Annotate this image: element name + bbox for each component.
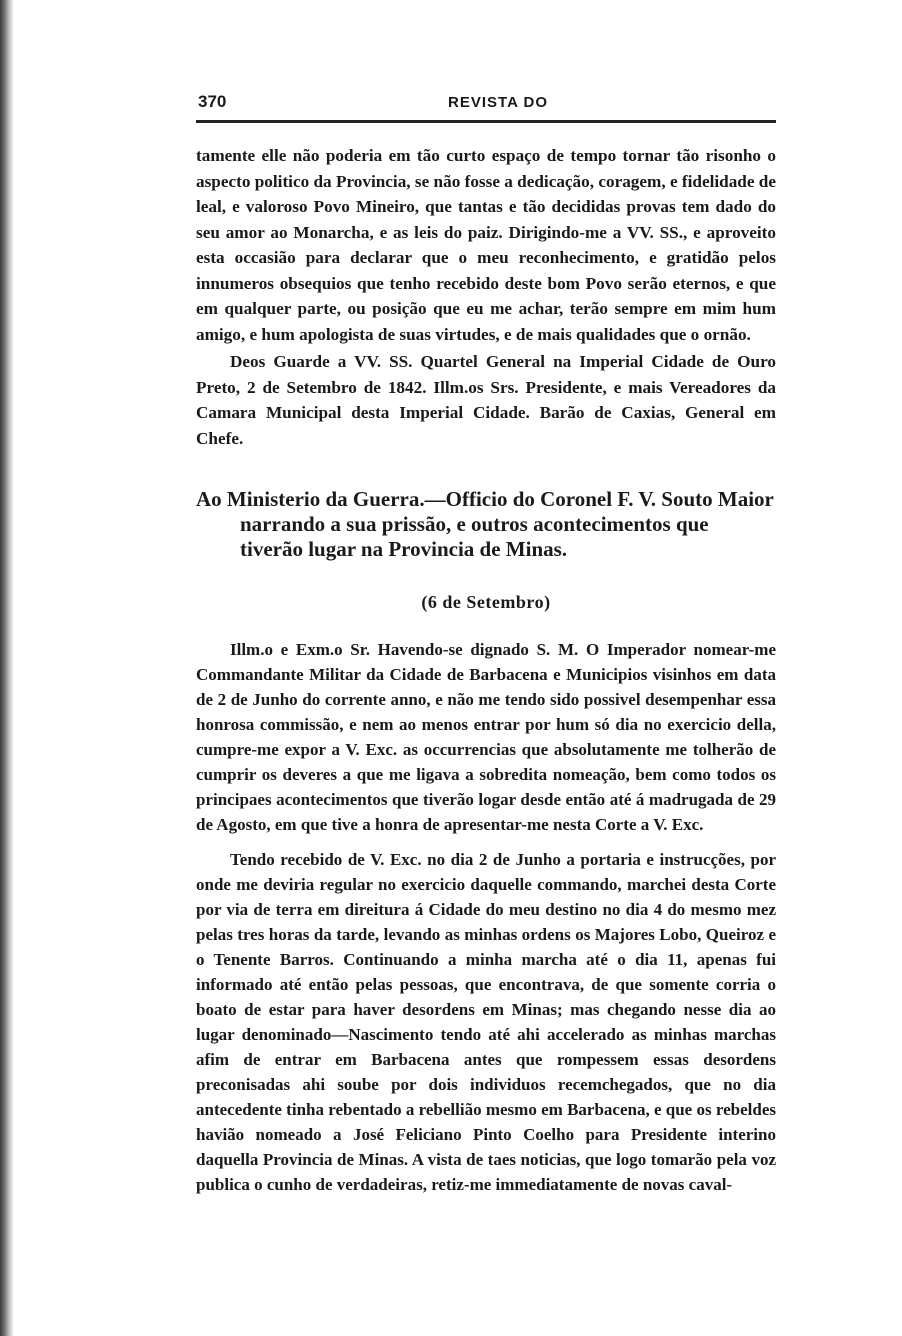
section-date: (6 de Setembro) (421, 592, 551, 612)
scan-edge-shadow (0, 0, 14, 1336)
continuation-paragraph: tamente elle não poderia em tão curto espaço de tempo tornar tão risonho o aspecto politico da Provincia, se não fosse a dedicação, coragem, e fidelidade de leal, e valoroso Povo Mineiro, que tantas e tão decididas provas tem dado do seu amor ao Monarcha, e as leis do paiz. Dirigindo-me a VV. SS., e aproveito esta occasião para declarar que o meu reconhecimento, e gratidão pelos innumeros obsequios que tenho recebido deste bom Povo serão eternos, e que em qualquer parte, ou posição que eu me achar, terão sempre em mim hum amigo, e hum apologista de suas virtudes, e de mais qualidades que o ornão. (196, 146, 776, 344)
letter-paragraph: Illm.o e Exm.o Sr. Havendo-se dignado S. M. O Imperador nomear-me Commandante Militar da Cidade de Barbacena e Municipios visinhos em data de 2 de Junho do corrente anno, e não me tendo sido possivel desempenhar essa honrosa commissão, e nem ao menos entrar por hum só dia no exercicio della, cumpre-me expor a V. Exc. as occurrencias que absolutamente me tolherão de cumprir os deveres a que me ligava a sobredita nomeação, bem como todos os principaes acontecimentos que tiverão logar desde então até á madrugada de 29 de Agosto, em que tive a honra de apresentar-me nesta Corte a V. Exc. (196, 640, 776, 834)
book-page (196, 92, 776, 1197)
section-heading: Ao Ministerio da Guerra.—Officio do Coronel F. V. Souto Maior narrando a sua prissão, e outros acontecimentos que tiverão lugar na Provincia de Minas. (196, 487, 774, 561)
running-title: REVISTA DO (448, 94, 549, 111)
header-rule (196, 120, 776, 123)
page-header (196, 92, 776, 114)
letter-body (196, 637, 776, 1197)
page-number: 370 (198, 92, 227, 111)
closing-paragraph: Deos Guarde a VV. SS. Quartel General na Imperial Cidade de Ouro Preto, 2 de Setembro de 1842. Illm.os Srs. Presidente, e mais Vereadores da Camara Municipal desta Imperial Cidade. Barão de Caxias, General em Chefe. (196, 352, 776, 448)
letter-paragraph: Tendo recebido de V. Exc. no dia 2 de Junho a portaria e instrucções, por onde me deviria regular no exercicio daquelle commando, marchei desta Corte por via de terra em direitura á Cidade do meu destino no dia 4 do mesmo mez pelas tres horas da tarde, levando as minhas ordens os Majores Lobo, Queiroz e o Tenente Barros. Continuando a minha marcha até o dia 11, apenas fui informado até então pelas pessoas, que encontrava, de que somente corria o boato de estar para haver desordens em Minas; mas chegando nesse dia ao lugar denominado—Nascimento tendo até ahi accelerado as minhas marchas afim de entrar em Barbacena antes que rompessem essas desordens preconisadas ahi soube por dois individuos recemchegados, que no dia antecedente tinha rebentado a rebellião mesmo em Barbacena, e que os rebeldes havião nomeado a José Feliciano Pinto Coelho para Presidente interino daquella Provincia de Minas. A vista de taes noticias, que logo tomarão pela voz publica o cunho de verdadeiras, retiz-me immediatamente de novas caval- (196, 850, 776, 1194)
